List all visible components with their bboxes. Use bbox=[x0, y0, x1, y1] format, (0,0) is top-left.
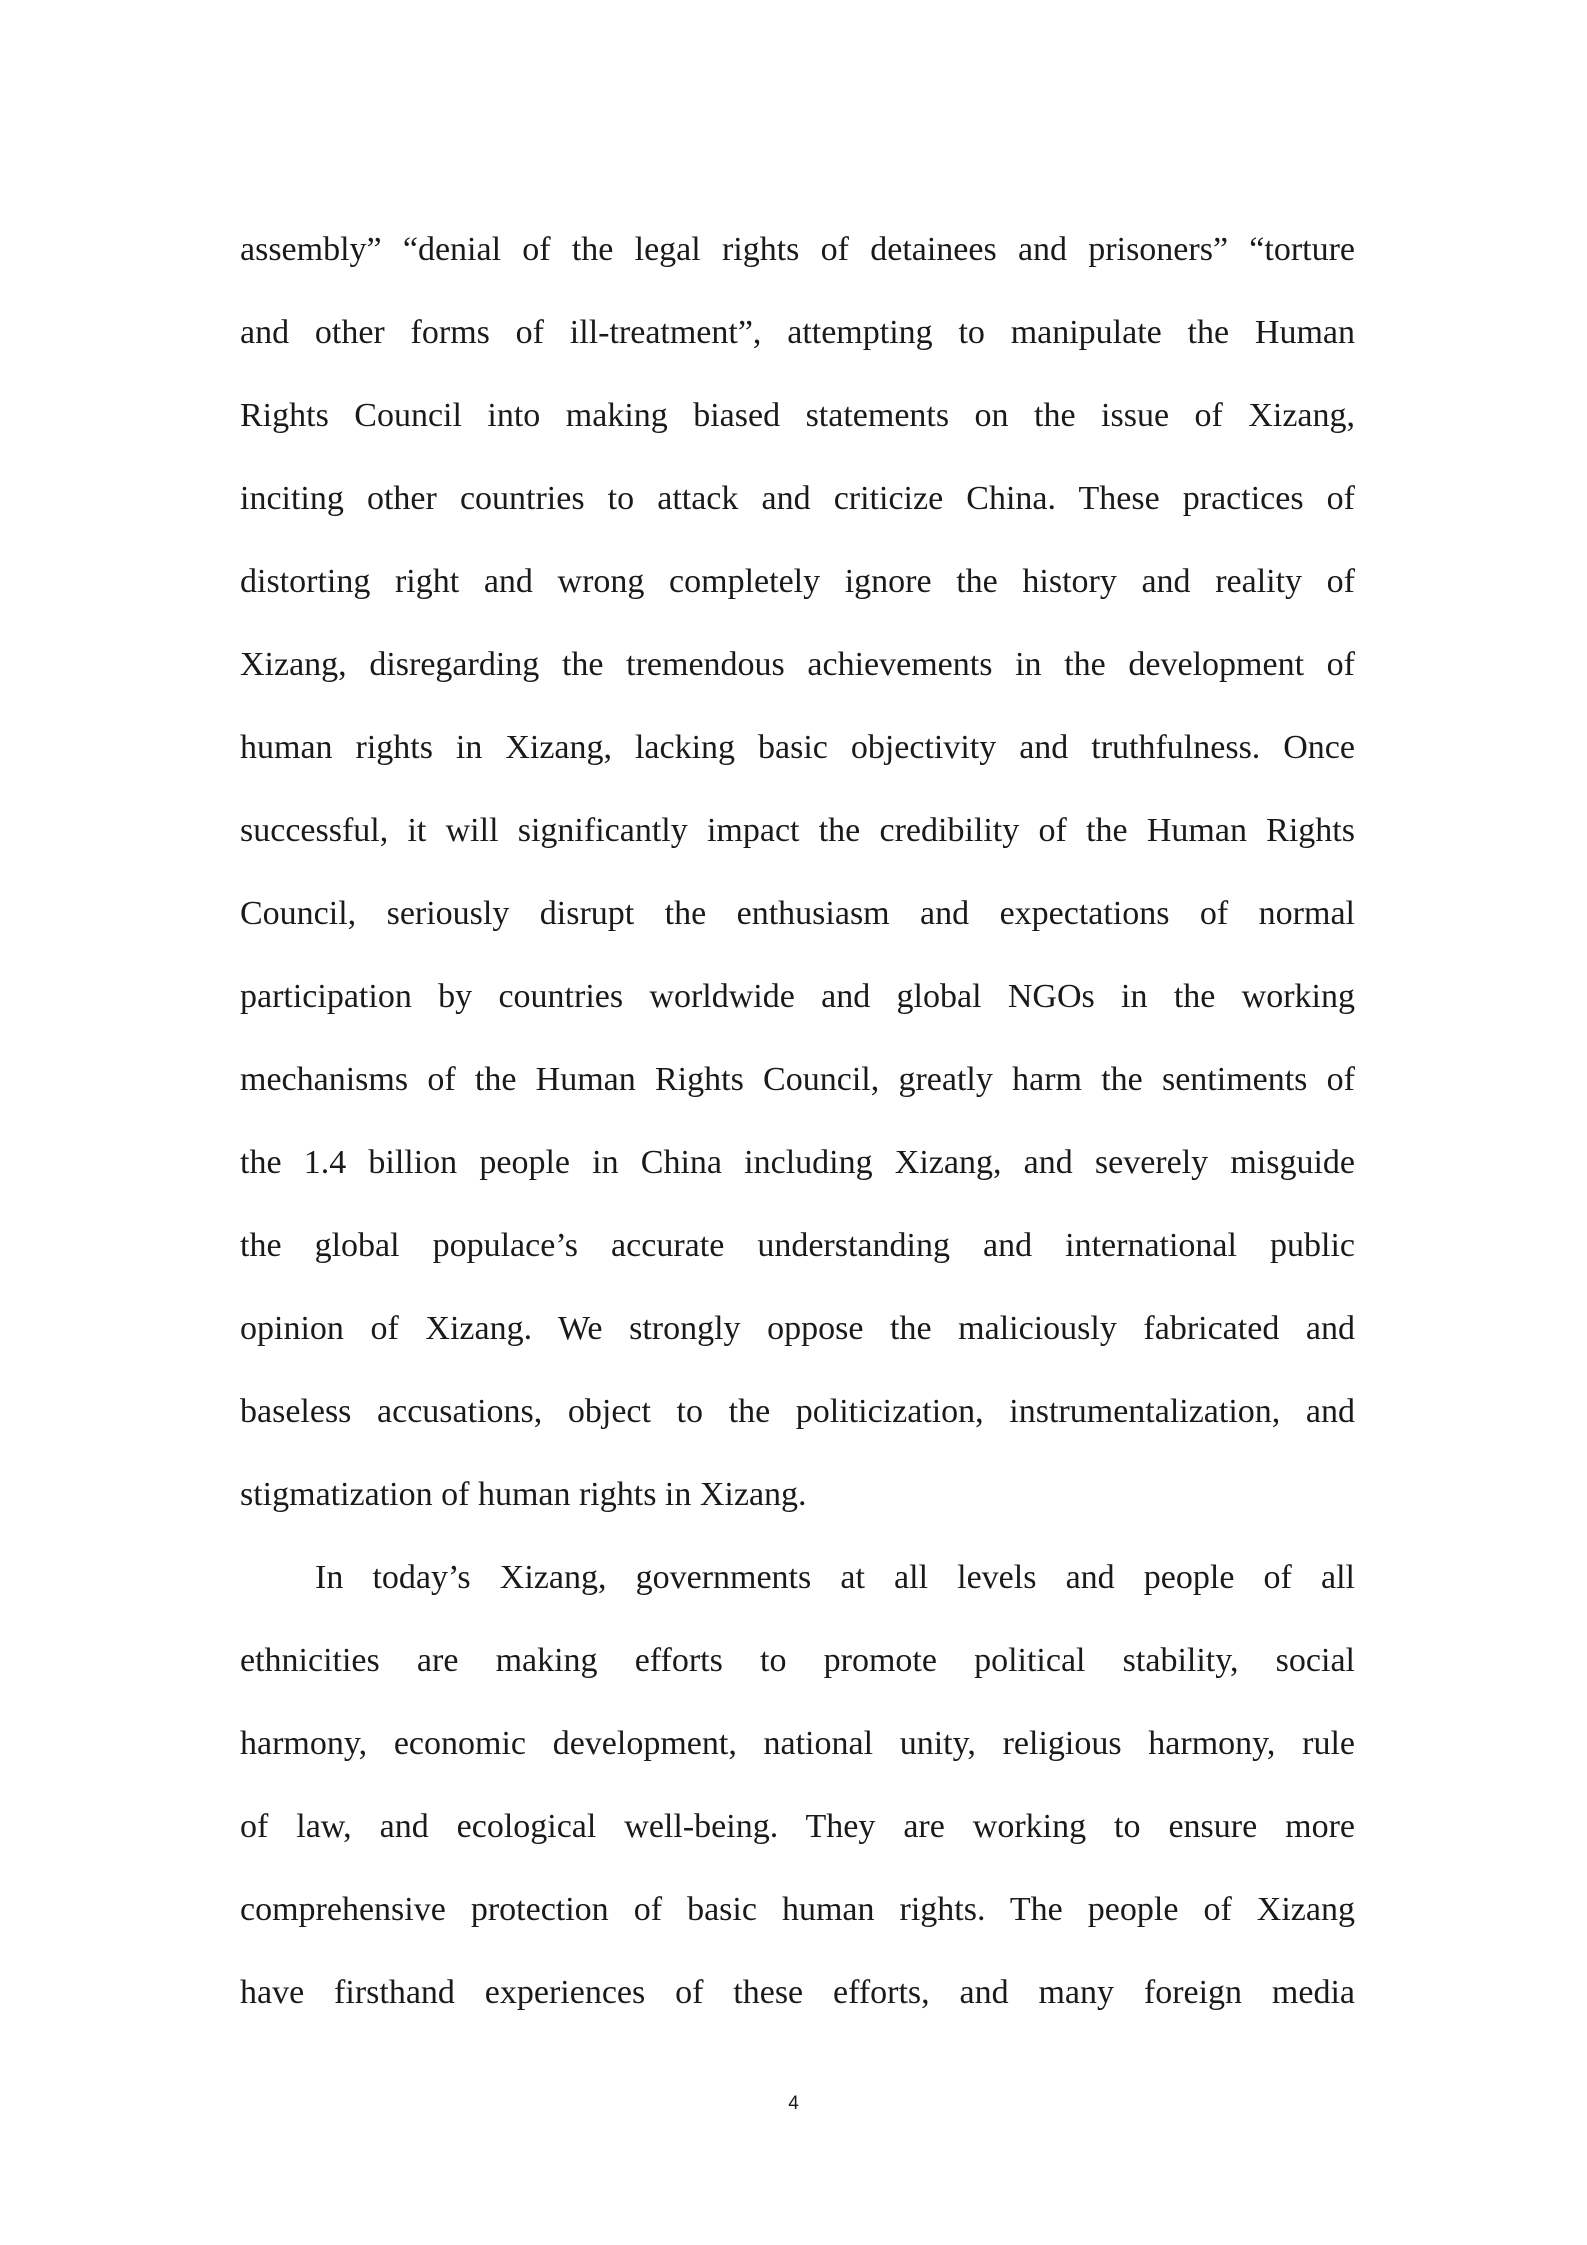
text-line: Rights Council into making biased statements on the issue of Xizang, bbox=[240, 397, 1355, 434]
text-line: of law, and ecological well-being. They are working to ensure more bbox=[240, 1808, 1355, 1845]
text-line: ethnicities are making efforts to promote political stability, social bbox=[240, 1642, 1355, 1679]
text-line: Council, seriously disrupt the enthusiasm and expectations of normal bbox=[240, 895, 1355, 932]
body-text bbox=[240, 208, 1355, 2034]
text-line: Xizang, disregarding the tremendous achievements in the development of bbox=[240, 646, 1355, 683]
page-number: 4 bbox=[788, 2093, 799, 2114]
text-line: mechanisms of the Human Rights Council, greatly harm the sentiments of bbox=[240, 1061, 1355, 1098]
text-line: the global populace’s accurate understanding and international public bbox=[240, 1227, 1355, 1264]
text-line: the 1.4 billion people in China including Xizang, and severely misguide bbox=[240, 1144, 1355, 1181]
text-line: participation by countries worldwide and global NGOs in the working bbox=[240, 978, 1355, 1015]
text-line: successful, it will significantly impact the credibility of the Human Rights bbox=[240, 812, 1355, 849]
text-line: opinion of Xizang. We strongly oppose the maliciously fabricated and bbox=[240, 1310, 1355, 1347]
text-line: inciting other countries to attack and criticize China. These practices of bbox=[240, 480, 1355, 517]
text-line: harmony, economic development, national unity, religious harmony, rule bbox=[240, 1725, 1355, 1762]
text-line: baseless accusations, object to the politicization, instrumentalization, and bbox=[240, 1393, 1355, 1430]
text-line: In today’s Xizang, governments at all levels and people of all bbox=[315, 1559, 1355, 1596]
paragraph-2 bbox=[240, 1536, 1355, 2034]
text-line: assembly” “denial of the legal rights of detainees and prisoners” “torture bbox=[240, 231, 1355, 268]
text-line: human rights in Xizang, lacking basic objectivity and truthfulness. Once bbox=[240, 729, 1355, 766]
text-line: stigmatization of human rights in Xizang. bbox=[240, 1476, 807, 1513]
text-line: distorting right and wrong completely ignore the history and reality of bbox=[240, 563, 1355, 600]
paragraph-1 bbox=[240, 208, 1355, 1536]
text-line: comprehensive protection of basic human rights. The people of Xizang bbox=[240, 1891, 1355, 1928]
text-line: and other forms of ill-treatment”, attempting to manipulate the Human bbox=[240, 314, 1355, 351]
text-line: have firsthand experiences of these efforts, and many foreign media bbox=[240, 1974, 1355, 2011]
